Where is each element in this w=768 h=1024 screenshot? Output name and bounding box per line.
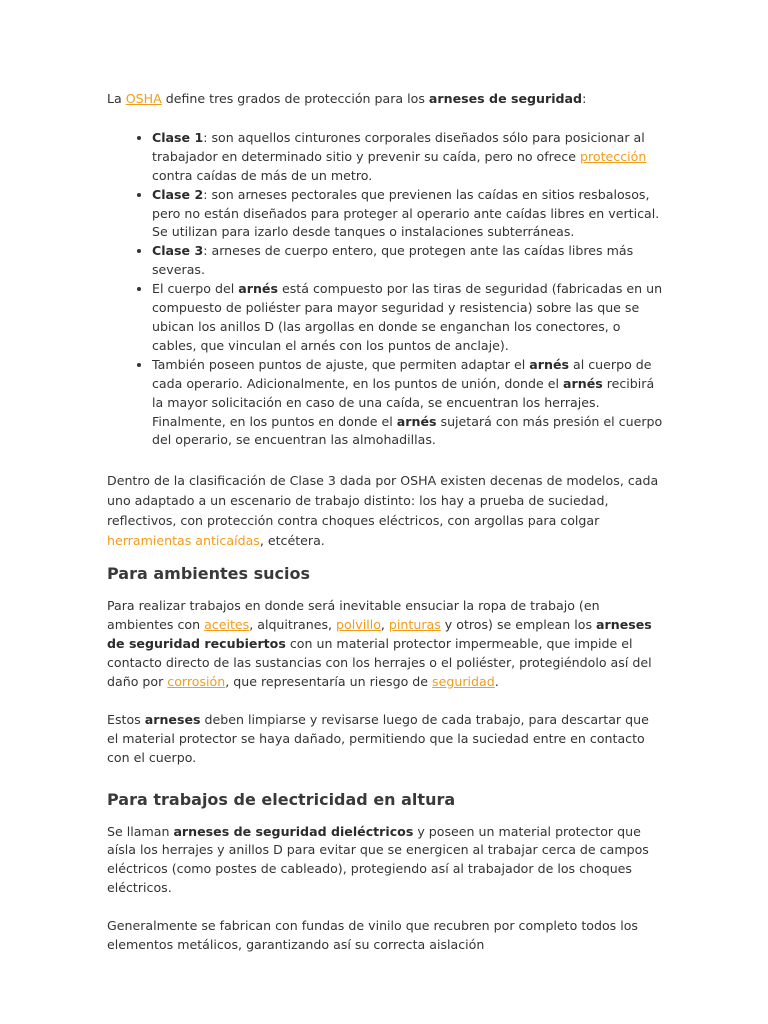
osha-link[interactable]: OSHA bbox=[125, 91, 162, 106]
paragraph-text: y poseen un material protector que aísla los herrajes y anillos D para evitar que se energicen al trabajar cerca de campos eléctricos (como postes de cableado), protegiendo así al trabajador de los choques eléctricos. bbox=[107, 823, 649, 896]
paragraph-text: Se llaman bbox=[107, 823, 174, 839]
list-item-bold: Clase 1 bbox=[152, 129, 204, 145]
corrosion-link[interactable]: corrosión bbox=[167, 673, 226, 689]
heading-ambientes-sucios: Para ambientes sucios bbox=[107, 564, 310, 584]
polvillo-link[interactable]: polvillo bbox=[336, 617, 381, 633]
electricidad-paragraph-1 bbox=[107, 823, 663, 899]
paragraph-text: , etcétera. bbox=[259, 533, 325, 549]
aceites-link[interactable]: aceites bbox=[204, 617, 250, 633]
list-item-text: sujetará con más presión el cuerpo del operario, se encuentran las almohadillas. bbox=[152, 413, 663, 448]
intro-paragraph bbox=[107, 90, 663, 109]
list-item-text: está compuesto por las tiras de seguridad (fabricadas en un compuesto de poliéster para mayor seguridad y resistencia) sobre las que se ubican los anillos D (las argollas en donde se enganchan los conectores, o cables, que vinculan el arnés con los puntos de anclaje). bbox=[152, 281, 663, 353]
paragraph-text: y otros) se emplean los bbox=[440, 617, 597, 633]
list-item-text: recibirá la mayor solicitación en caso de una caída, se encuentran los herrajes. Finalmente, en los puntos en donde el bbox=[152, 375, 655, 429]
proteccion-link[interactable]: protección bbox=[580, 148, 647, 164]
list-item-cuerpo bbox=[152, 280, 663, 356]
list-item-bold: arnés bbox=[396, 413, 437, 429]
section-electricidad bbox=[107, 788, 663, 812]
paragraph-text: , alquitranes, bbox=[249, 617, 337, 633]
paragraph-text: Para realizar trabajos en donde será inevitable ensuciar la ropa de trabajo (en ambientes con bbox=[107, 598, 600, 633]
intro-text: : bbox=[582, 91, 587, 106]
sucios-paragraph-1 bbox=[107, 597, 663, 692]
paragraph-text: , que representaría un riesgo de bbox=[225, 673, 433, 689]
paragraph-bold: arneses de seguridad recubiertos bbox=[107, 617, 652, 652]
paragraph-bold: arneses bbox=[144, 711, 201, 727]
electricidad-paragraph-2: Generalmente se fabrican con fundas de vinilo que recubren por completo todos los elementos metálicos, garantizando así su correcta aislación bbox=[107, 918, 638, 953]
list-item-clase-2 bbox=[152, 186, 663, 243]
article-body bbox=[107, 90, 663, 955]
list-item-ajuste bbox=[152, 356, 663, 451]
list-item-bold: arnés bbox=[238, 281, 278, 297]
intro-bold: arneses de seguridad bbox=[428, 91, 583, 106]
heading-electricidad-altura: Para trabajos de electricidad en altura bbox=[107, 789, 456, 809]
paragraph-text: , bbox=[380, 617, 389, 633]
intro-text: La bbox=[107, 91, 126, 106]
list-item-text: : arneses de cuerpo entero, que protegen ante las caídas libres más severas. bbox=[152, 243, 634, 278]
list-item-bold: Clase 3 bbox=[152, 243, 204, 259]
paragraph-text: deben limpiarse y revisarse luego de cada trabajo, para descartar que el material protector se haya dañado, permitiendo que la suciedad entre en contacto con el cuerpo. bbox=[107, 711, 649, 765]
list-item-bold: arnés bbox=[563, 375, 603, 391]
list-item-bold: arnés bbox=[529, 356, 570, 372]
list-item-clase-1 bbox=[152, 129, 663, 186]
list-item-text: al cuerpo de cada operario. Adicionalmente, en los puntos de unión, donde el bbox=[152, 356, 652, 391]
list-item-text: También poseen puntos de ajuste, que permiten adaptar el bbox=[152, 356, 530, 372]
herramientas-link[interactable]: herramientas anticaídas bbox=[107, 533, 260, 549]
clasificacion-paragraph bbox=[107, 471, 663, 551]
sucios-paragraph-2 bbox=[107, 711, 663, 768]
list-item-text: contra caídas de más de un metro. bbox=[152, 167, 373, 183]
class-list bbox=[107, 129, 663, 450]
seguridad-link[interactable]: seguridad bbox=[432, 673, 495, 689]
paragraph-text: Dentro de la clasificación de Clase 3 dada por OSHA existen decenas de modelos, cada uno adaptado a un escenario de trabajo distinto: los hay a prueba de suciedad, reflectivos, con protección contra choques eléctricos, con argollas para colgar bbox=[107, 473, 659, 529]
list-item-bold: Clase 2 bbox=[152, 186, 204, 202]
list-item-clase-3 bbox=[152, 242, 663, 280]
paragraph-bold: arneses de seguridad dieléctricos bbox=[173, 823, 414, 839]
paragraph-text: Estos bbox=[107, 711, 145, 727]
paragraph-text: . bbox=[494, 673, 499, 689]
list-item-text: : son aquellos cinturones corporales diseñados sólo para posicionar al trabajador en determinado sitio y prevenir su caída, pero no ofrece bbox=[152, 129, 645, 164]
intro-text: define tres grados de protección para los bbox=[161, 91, 429, 106]
list-item-text: El cuerpo del bbox=[152, 281, 239, 297]
pinturas-link[interactable]: pinturas bbox=[388, 617, 441, 633]
section-sucios bbox=[107, 562, 663, 586]
list-item-text: : son arneses pectorales que previenen las caídas en sitios resbalosos, pero no están diseñados para proteger al operario ante caídas libres en vertical. Se utilizan para izarlo desde tanques o instalaciones subterráneas. bbox=[152, 186, 660, 240]
paragraph-text: con un material protector impermeable, que impide el contacto directo de las sustancias con los herrajes o el poliéster, protegiéndolo así del daño por bbox=[107, 636, 652, 689]
